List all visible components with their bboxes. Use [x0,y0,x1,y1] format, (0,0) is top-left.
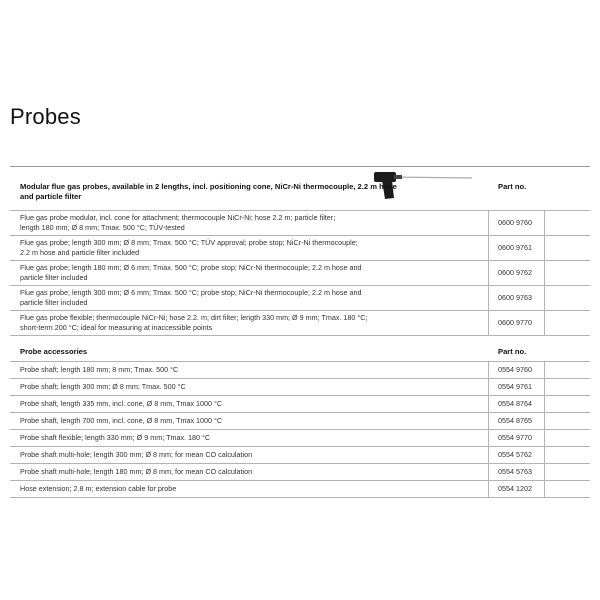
table-row [10,311,590,336]
table-row [10,286,590,311]
column-divider [544,379,545,395]
row-description-line: Flue gas probe modular, incl. cone for attachment; thermocouple NiCr-Ni; hose 2.2 m; particle filter; [20,213,336,222]
column-divider [488,311,489,335]
row-description [20,263,480,282]
row-description [20,288,480,307]
column-divider [544,211,545,235]
row-description [20,213,480,232]
row-description: Probe shaft flexible; length 330 mm; Ø 9 mm; Tmax. 180 °C [20,433,211,442]
row-description: Hose extension; 2.8 m; extension cable for probe [20,484,177,493]
table-row [10,362,590,379]
table-row [10,379,590,396]
column-divider [544,413,545,429]
row-description [20,313,480,332]
column-divider [488,379,489,395]
column-divider [544,481,545,497]
table-row [10,396,590,413]
row-description-line: Flue gas probe; length 180 mm; Ø 6 mm; Tmax. 500 °C; probe stop; NiCr-Ni thermocouple; 2.2 m hose and [20,263,362,272]
row-description-line: particle filter included [20,297,88,307]
column-divider [488,413,489,429]
row-description-line: Flue gas probe flexible; thermocouple NiCr-Ni; hose 2.2. m; dirt filter; length 330 mm; Ø 9 mm; Tmax. 180 °C; [20,313,368,322]
column-divider [488,286,489,310]
column-divider [544,311,545,335]
part-number: 0600 9762 [498,268,532,277]
table-row [10,447,590,464]
column-divider [488,430,489,446]
title-divider [10,166,590,167]
row-description: Probe shaft; length 300 mm; Ø 8 mm; Tmax. 500 °C [20,382,186,391]
column-divider [544,286,545,310]
table-row [10,464,590,481]
column-divider [488,464,489,480]
section-header [10,182,590,210]
part-number: 0554 8765 [498,416,532,425]
part-number: 0554 9760 [498,365,532,374]
row-description-line: 2.2 m hose and particle filter included [20,247,140,257]
page-title: Probes [10,104,81,129]
part-no-header: Part no. [498,182,527,191]
row-description-line: Flue gas probe; length 300 mm; Ø 8 mm; Tmax. 500 °C; TÜV approval; probe stop; NiCr-Ni thermocouple; [20,238,358,247]
part-no-header: Part no. [498,347,527,356]
part-number: 0554 5762 [498,450,532,459]
column-divider [488,236,489,260]
part-number: 0600 9763 [498,293,532,302]
column-divider [544,447,545,463]
table-row [10,413,590,430]
table-row [10,261,590,286]
row-description: Probe shaft multi-hole; length 300 mm; Ø 8 mm; for mean CO calculation [20,450,253,459]
column-divider [488,362,489,378]
column-divider [488,261,489,285]
row-description: Probe shaft, length 335 mm, incl. cone, Ø 8 mm, Tmax 1000 °C [20,399,223,408]
accessories-table [10,361,590,498]
part-number: 0554 9761 [498,382,532,391]
column-divider [488,211,489,235]
column-divider [488,396,489,412]
row-description [20,238,480,257]
part-number: 0554 9770 [498,433,532,442]
table-row [10,236,590,261]
section-heading: Probe accessories [20,347,88,356]
row-description: Probe shaft; length 180 mm; 8 mm; Tmax. 500 °C [20,365,179,374]
row-description-line: length 180 mm; Ø 8 mm; Tmax. 500 °C; TÜV-tested [20,222,185,232]
column-divider [544,236,545,260]
section-heading: Modular flue gas probes, available in 2 lengths, incl. positioning cone, NiCr-Ni thermocouple, 2.2 m hose and particle filter [20,182,397,201]
row-description-line: short-term 200 °C; ideal for measuring at inaccessible points [20,322,213,332]
column-divider [488,481,489,497]
table-row [10,481,590,498]
part-number: 0600 9770 [498,318,532,327]
section-header [10,347,590,361]
column-divider [488,447,489,463]
part-number: 0554 1202 [498,484,532,493]
part-number: 0600 9760 [498,218,532,227]
column-divider [544,261,545,285]
column-divider [544,430,545,446]
table-row [10,430,590,447]
probe-table [10,210,590,336]
accessories-section [10,347,590,498]
column-divider [544,362,545,378]
row-description-line: Flue gas probe; length 300 mm; Ø 6 mm; Tmax. 500 °C; probe stop; NiCr-Ni thermocouple; 2.2 m hose and [20,288,362,297]
table-row [10,211,590,236]
row-description: Probe shaft multi-hole; length 180 mm; Ø 8 mm; for mean CO calculation [20,467,253,476]
modular-probes-section [10,182,590,336]
column-divider [544,396,545,412]
part-number: 0600 9761 [498,243,532,252]
part-number: 0554 5763 [498,467,532,476]
row-description: Probe shaft, length 700 mm, incl. cone, Ø 8 mm, Tmax 1000 °C [20,416,223,425]
row-description-line: particle filter included [20,272,88,282]
column-divider [544,464,545,480]
part-number: 0554 8764 [498,399,532,408]
